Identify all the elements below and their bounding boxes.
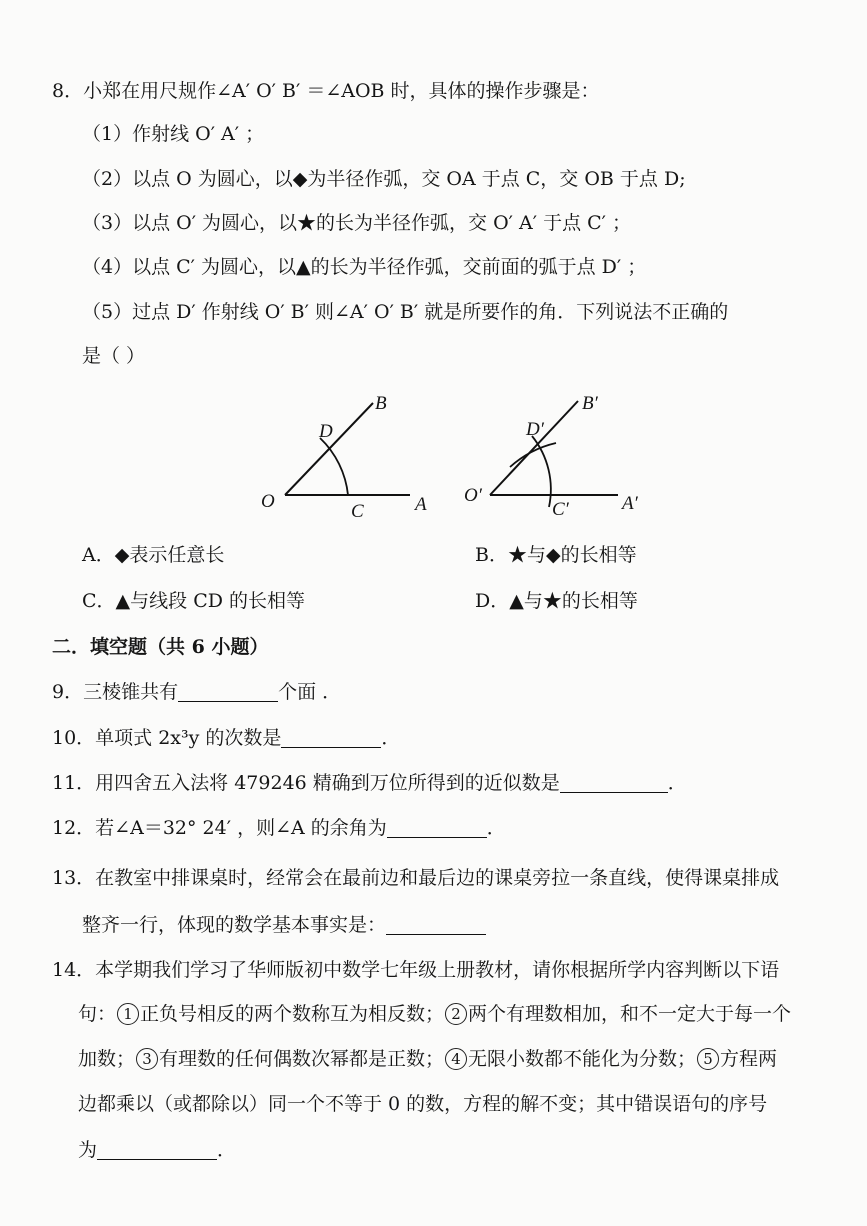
q11-tail: ．: [667, 772, 687, 794]
label-c: C: [351, 501, 364, 522]
label-d: D: [319, 421, 333, 442]
label-c-prime: C′: [552, 499, 569, 520]
label-b: B: [375, 393, 387, 414]
q8-step-5: （5）过点 D′ 作射线 O′ B′ 则∠A′ O′ B′ 就是所要作的角．下列说法不正确的: [82, 301, 729, 323]
q8-option-a: A．◆表示任意长: [82, 544, 225, 566]
section-title: 二．填空题（共 6 小题）: [52, 636, 269, 658]
q9-blank[interactable]: [178, 681, 278, 702]
q14-line-2: [78, 1001, 791, 1027]
q12-blank[interactable]: [387, 817, 487, 838]
q8-option-b: B．★与◆的长相等: [475, 544, 637, 566]
figure-angle-aob: [255, 385, 455, 525]
q14-prefix-2: 加数；: [78, 1048, 136, 1070]
q9-tail: 个面 ．: [278, 681, 342, 703]
q13-blank[interactable]: [386, 914, 486, 935]
ray-ob-prime: [490, 401, 578, 495]
circled-1: 1: [117, 1003, 139, 1025]
q8-option-c: C．▲与线段 CD 的长相等: [82, 590, 305, 612]
circled-4: 4: [445, 1048, 467, 1070]
q14-line-5: 为 ．: [78, 1139, 237, 1161]
q11-text: 11．用四舍五入法将 479246 精确到万位所得到的近似数是: [52, 772, 560, 794]
label-o-prime: O′: [464, 485, 482, 506]
q10: [52, 725, 400, 751]
q14-stmt-1: 正负号相反的两个数称互为相反数；: [140, 1003, 445, 1025]
label-a: A: [415, 494, 427, 515]
circled-5: 5: [697, 1048, 719, 1070]
label-a-prime: A′: [622, 493, 638, 514]
q14-line-3: [78, 1046, 777, 1072]
q14-blank[interactable]: [97, 1139, 217, 1160]
q14-stmt-3: 有理数的任何偶数次幂都是正数；: [159, 1048, 445, 1070]
q14-stmt-2: 两个有理数相加，和不一定大于每一个: [468, 1003, 792, 1025]
q14-line-4: 边都乘以（或都除以）同一个不等于 0 的数，方程的解不变；其中错误语句的序号: [78, 1093, 768, 1115]
q13-line-1: 13．在教室中排课桌时，经常会在最前边和最后边的课桌旁拉一条直线，使得课桌排成: [52, 867, 780, 889]
q10-text: 10．单项式 2x³y 的次数是: [52, 727, 282, 749]
q11: [52, 770, 687, 796]
q8-step-2: （2）以点 O 为圆心，以◆为半径作弧，交 OA 于点 C，交 OB 于点 D;: [82, 168, 686, 190]
q14-stmt-4: 无限小数都不能化为分数；: [468, 1048, 697, 1070]
q12: [52, 815, 506, 841]
q12-tail: ．: [486, 817, 506, 839]
q14-prefix: 句：: [78, 1003, 117, 1025]
label-o: O: [261, 491, 275, 512]
q14-tail-text: 为: [78, 1139, 98, 1161]
figure-angle-aob-prime: [460, 385, 660, 525]
q8-stem-end: 是（ ）: [82, 345, 146, 367]
q10-blank[interactable]: [281, 727, 381, 748]
q13-line-2: [82, 912, 486, 938]
q8-step-1: （1）作射线 O′ A′ ；: [82, 123, 265, 145]
q8-option-d: D．▲与★的长相等: [475, 590, 638, 612]
q14-line-1: 14．本学期我们学习了华师版初中数学七年级上册教材，请你根据所学内容判断以下语: [52, 959, 780, 981]
label-d-prime: D′: [526, 419, 544, 440]
q13-text: 整齐一行，体现的数学基本事实是：: [82, 914, 387, 936]
q8-stem: 8．小郑在用尺规作∠A′ O′ B′ ＝∠AOB 时，具体的操作步骤是：: [52, 80, 600, 102]
arc-cd: [320, 438, 348, 495]
q12-text: 12．若∠A＝32° 24′ ，则∠A 的余角为: [52, 817, 387, 839]
q10-tail: ．: [381, 727, 401, 749]
circled-3: 3: [136, 1048, 158, 1070]
q9-text: 9．三棱锥共有: [52, 681, 179, 703]
circled-2: 2: [445, 1003, 467, 1025]
arc-d-prime: [510, 443, 556, 467]
q8-step-4: （4）以点 C′ 为圆心，以▲的长为半径作弧，交前面的弧于点 D′ ；: [82, 256, 647, 278]
q8-step-3: （3）以点 O′ 为圆心，以★的长为半径作弧，交 O′ A′ 于点 C′ ；: [82, 212, 632, 234]
q11-blank[interactable]: [560, 772, 668, 793]
label-b-prime: B′: [582, 393, 598, 414]
q9: [52, 679, 341, 705]
q14-stmt-5: 方程两: [720, 1048, 778, 1070]
